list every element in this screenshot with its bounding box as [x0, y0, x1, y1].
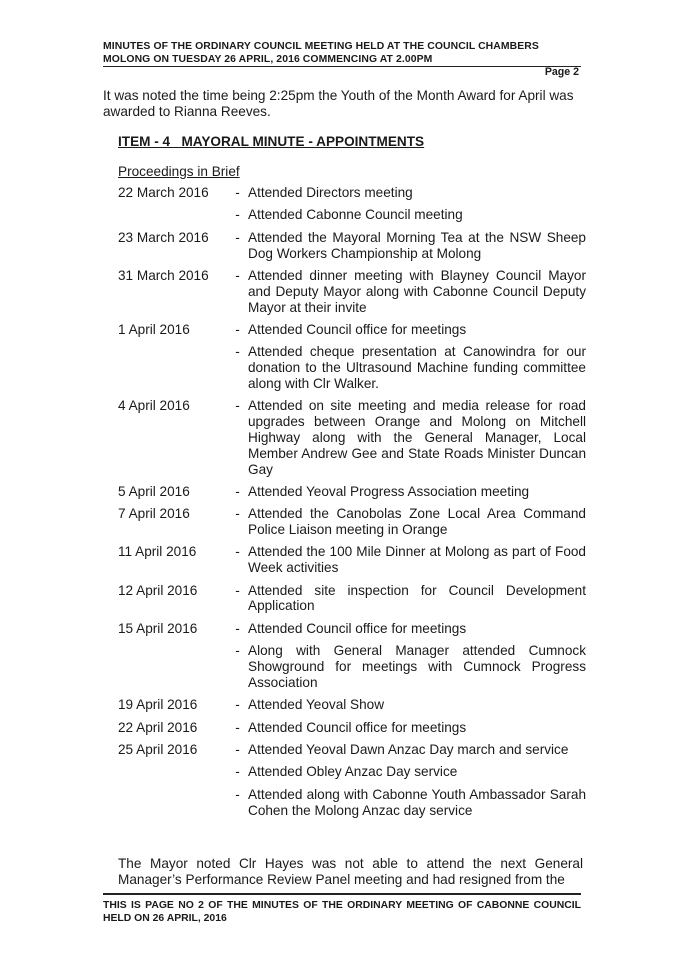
appointment-entry: [118, 322, 586, 338]
entry-description: Along with General Manager attended Cumnock Showground for meetings with Cumnock Progress Association: [248, 643, 586, 690]
appointments-list: [118, 185, 586, 825]
entry-dash: -: [235, 697, 240, 713]
entry-description: Attended Directors meeting: [248, 185, 413, 200]
entry-dash: -: [235, 742, 240, 758]
footer-divider: [103, 893, 581, 895]
appointment-entry: [118, 268, 586, 315]
entry-description: Attended cheque presentation at Canowindra for our donation to the Ultrasound Machine funding committee along with Clr Walker.: [248, 344, 586, 391]
header-line-1: MINUTES OF THE ORDINARY COUNCIL MEETING HELD AT THE COUNCIL CHAMBERS: [103, 41, 539, 52]
appointment-entry: [118, 787, 586, 819]
entry-date: [118, 643, 227, 690]
entry-description: Attended Yeoval Dawn Anzac Day march and service: [248, 742, 569, 758]
entry-dash: -: [235, 544, 240, 560]
appointment-entry: [118, 720, 586, 736]
entry-dash: -: [235, 398, 240, 414]
appointment-entry: [118, 506, 586, 538]
appointment-entry: [118, 207, 586, 223]
entry-description: Attended Yeoval Progress Association meeting: [248, 483, 530, 499]
entry-dash: -: [235, 764, 240, 780]
entry-date: 23 March 2016: [118, 229, 209, 245]
entry-dash: -: [235, 267, 240, 283]
appointment-entry: [118, 643, 586, 690]
entry-dash: -: [235, 719, 240, 735]
minutes-header: [103, 40, 583, 66]
appointment-entry: [118, 583, 586, 615]
appointment-entry: [118, 764, 586, 780]
entry-date: 22 March 2016: [118, 185, 209, 200]
entry-description: Attended site inspection for Council Development Application: [248, 582, 586, 614]
entry-description: Attended Obley Anzac Day service: [248, 764, 458, 780]
entry-dash: -: [235, 229, 240, 245]
entry-dash: -: [235, 207, 240, 223]
entry-dash: -: [235, 506, 240, 522]
item-title: ITEM - 4 MAYORAL MINUTE - APPOINTMENTS: [118, 134, 425, 149]
appointment-entry: [118, 185, 586, 201]
entry-date: 11 April 2016: [118, 544, 197, 560]
appointment-entry: [118, 398, 586, 477]
entry-date: 12 April 2016: [118, 582, 198, 598]
appointment-entry: [118, 742, 586, 758]
entry-date: 4 April 2016: [118, 398, 190, 414]
header-line-2: MOLONG ON TUESDAY 26 APRIL, 2016 COMMENCING AT 2.00PM: [103, 54, 433, 65]
entry-description: Attended the Canobolas Zone Local Area Command Police Liaison meeting in Orange: [248, 506, 586, 538]
entry-date: [118, 344, 227, 391]
entry-dash: -: [235, 582, 240, 598]
entry-date: 15 April 2016: [118, 620, 198, 636]
entry-dash: -: [235, 643, 240, 659]
entry-dash: -: [235, 786, 240, 802]
entry-description: Attended Council office for meetings: [248, 719, 467, 735]
entry-description: Attended Council office for meetings: [248, 620, 467, 636]
entry-dash: -: [235, 344, 240, 360]
entry-date: 5 April 2016: [118, 483, 190, 499]
entry-date: [118, 787, 227, 819]
appointment-entry: [118, 697, 586, 713]
entry-date: 1 April 2016: [118, 321, 190, 337]
entry-description: Attended the Mayoral Morning Tea at the NSW Sheep Dog Workers Championship at Molong: [248, 229, 586, 261]
intro-paragraph: It was noted the time being 2:25pm the Youth of the Month Award for April was awarded to Rianna Reeves.: [103, 88, 574, 119]
entry-date: 19 April 2016: [118, 697, 198, 713]
entry-date: [118, 207, 227, 223]
entry-description: Attended Council office for meetings: [248, 321, 467, 337]
entry-description: Attended on site meeting and media release for road upgrades between Orange and Molong on Mitchell Highway along with the General Manager, Local Member Andrew Gee and State Roads Minister Duncan Gay: [248, 398, 586, 477]
appointment-entry: [118, 484, 586, 500]
appointment-entry: [118, 544, 586, 576]
entry-dash: -: [235, 620, 240, 636]
entry-description: Attended Cabonne Council meeting: [248, 207, 463, 223]
header-divider: [103, 66, 581, 67]
appointment-entry: [118, 621, 586, 637]
page-footer: THIS IS PAGE NO 2 OF THE MINUTES OF THE ORDINARY MEETING OF CABONNE COUNCIL HELD ON 26 APRIL, 2016: [103, 900, 581, 924]
entry-description: Attended dinner meeting with Blayney Council Mayor and Deputy Mayor along with Cabonne Council Deputy Mayor at their invite: [248, 267, 586, 315]
entry-dash: -: [235, 185, 240, 200]
entry-date: [118, 764, 227, 780]
appointment-entry: [118, 230, 586, 262]
closing-paragraph: The Mayor noted Clr Hayes was not able to attend the next General Manager’s Performance Review Panel meeting and had resigned from the: [118, 856, 583, 887]
entry-date: 25 April 2016: [118, 742, 198, 758]
entry-date: 7 April 2016: [118, 506, 190, 522]
entry-date: 22 April 2016: [118, 719, 198, 735]
entry-description: Attended Yeoval Show: [248, 697, 385, 713]
entry-date: 31 March 2016: [118, 267, 209, 283]
proceedings-title: Proceedings in Brief: [118, 164, 240, 179]
entry-description: Attended along with Cabonne Youth Ambassador Sarah Cohen the Molong Anzac day service: [248, 786, 586, 818]
entry-dash: -: [235, 321, 240, 337]
entry-description: Attended the 100 Mile Dinner at Molong as part of Food Week activities: [248, 544, 586, 576]
appointment-entry: [118, 344, 586, 391]
page-number: Page 2: [544, 66, 579, 78]
entry-dash: -: [235, 483, 240, 499]
